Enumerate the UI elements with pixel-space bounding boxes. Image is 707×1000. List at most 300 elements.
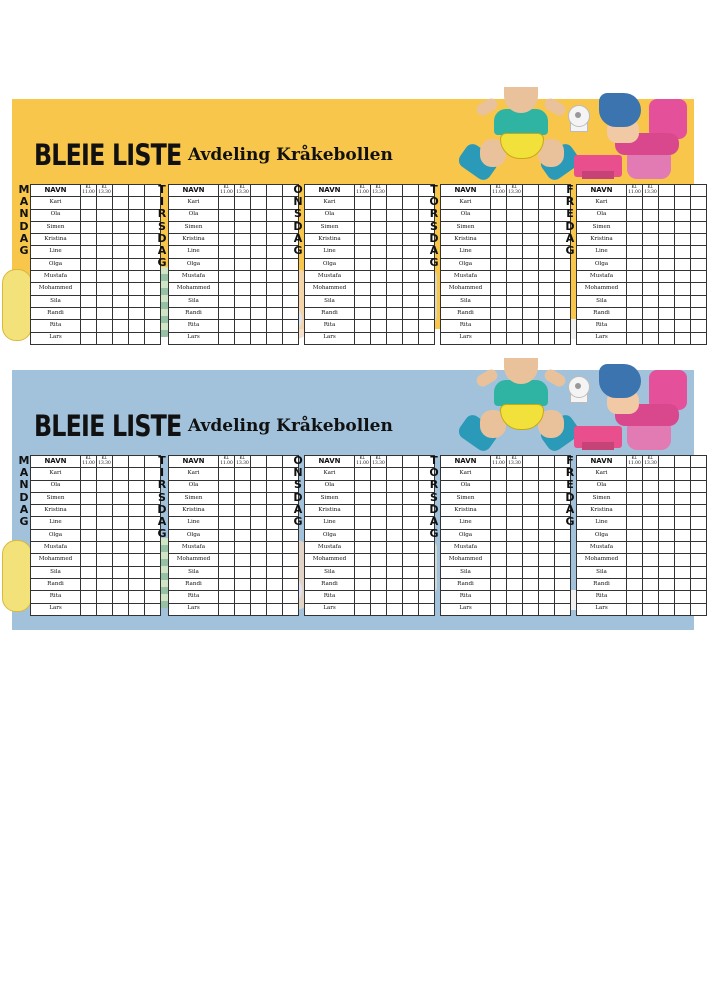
check-cell[interactable] xyxy=(691,258,707,270)
check-cell[interactable] xyxy=(219,307,235,319)
check-cell[interactable] xyxy=(371,468,387,480)
check-cell[interactable] xyxy=(403,492,419,504)
check-cell[interactable] xyxy=(523,480,539,492)
check-cell[interactable] xyxy=(403,554,419,566)
check-cell[interactable] xyxy=(555,283,571,295)
check-cell[interactable] xyxy=(491,332,507,344)
check-cell[interactable] xyxy=(555,332,571,344)
check-cell[interactable] xyxy=(691,332,707,344)
check-cell[interactable] xyxy=(539,529,555,541)
check-cell[interactable] xyxy=(539,480,555,492)
check-cell[interactable] xyxy=(659,307,675,319)
check-cell[interactable] xyxy=(129,221,145,233)
check-cell[interactable] xyxy=(643,591,659,603)
check-cell[interactable] xyxy=(643,566,659,578)
check-cell[interactable] xyxy=(371,320,387,332)
check-cell[interactable] xyxy=(371,332,387,344)
check-cell[interactable] xyxy=(219,283,235,295)
check-cell[interactable] xyxy=(129,258,145,270)
check-cell[interactable] xyxy=(219,554,235,566)
check-cell[interactable] xyxy=(539,283,555,295)
check-cell[interactable] xyxy=(81,246,97,258)
check-cell[interactable] xyxy=(523,578,539,590)
check-cell[interactable] xyxy=(387,566,403,578)
check-cell[interactable] xyxy=(129,271,145,283)
check-cell[interactable] xyxy=(251,554,267,566)
check-cell[interactable] xyxy=(627,295,643,307)
check-cell[interactable] xyxy=(267,591,283,603)
check-cell[interactable] xyxy=(267,542,283,554)
check-cell[interactable] xyxy=(97,209,113,221)
check-cell[interactable] xyxy=(691,578,707,590)
check-cell[interactable] xyxy=(145,320,161,332)
check-cell[interactable] xyxy=(523,234,539,246)
check-cell[interactable] xyxy=(691,283,707,295)
check-cell[interactable] xyxy=(627,578,643,590)
check-cell[interactable] xyxy=(129,197,145,209)
check-cell[interactable] xyxy=(145,295,161,307)
check-cell[interactable] xyxy=(113,554,129,566)
check-cell[interactable] xyxy=(387,480,403,492)
check-cell[interactable] xyxy=(283,578,299,590)
check-cell[interactable] xyxy=(627,221,643,233)
check-cell[interactable] xyxy=(387,234,403,246)
check-cell[interactable] xyxy=(97,542,113,554)
check-cell[interactable] xyxy=(643,271,659,283)
check-cell[interactable] xyxy=(251,295,267,307)
check-cell[interactable] xyxy=(675,246,691,258)
check-cell[interactable] xyxy=(491,209,507,221)
check-cell[interactable] xyxy=(539,603,555,615)
check-cell[interactable] xyxy=(491,246,507,258)
check-cell[interactable] xyxy=(235,468,251,480)
check-cell[interactable] xyxy=(371,209,387,221)
check-cell[interactable] xyxy=(555,603,571,615)
check-cell[interactable] xyxy=(371,221,387,233)
check-cell[interactable] xyxy=(403,271,419,283)
check-cell[interactable] xyxy=(113,283,129,295)
check-cell[interactable] xyxy=(251,258,267,270)
check-cell[interactable] xyxy=(691,221,707,233)
check-cell[interactable] xyxy=(627,591,643,603)
check-cell[interactable] xyxy=(235,307,251,319)
check-cell[interactable] xyxy=(81,529,97,541)
check-cell[interactable] xyxy=(267,529,283,541)
check-cell[interactable] xyxy=(403,542,419,554)
check-cell[interactable] xyxy=(235,221,251,233)
check-cell[interactable] xyxy=(355,468,371,480)
check-cell[interactable] xyxy=(113,320,129,332)
check-cell[interactable] xyxy=(145,578,161,590)
check-cell[interactable] xyxy=(371,554,387,566)
check-cell[interactable] xyxy=(419,320,435,332)
check-cell[interactable] xyxy=(691,307,707,319)
check-cell[interactable] xyxy=(251,468,267,480)
check-cell[interactable] xyxy=(235,517,251,529)
check-cell[interactable] xyxy=(355,529,371,541)
check-cell[interactable] xyxy=(491,221,507,233)
check-cell[interactable] xyxy=(355,517,371,529)
check-cell[interactable] xyxy=(113,209,129,221)
check-cell[interactable] xyxy=(675,554,691,566)
check-cell[interactable] xyxy=(627,246,643,258)
check-cell[interactable] xyxy=(507,234,523,246)
check-cell[interactable] xyxy=(539,234,555,246)
check-cell[interactable] xyxy=(219,246,235,258)
check-cell[interactable] xyxy=(491,480,507,492)
check-cell[interactable] xyxy=(643,320,659,332)
check-cell[interactable] xyxy=(355,209,371,221)
check-cell[interactable] xyxy=(523,603,539,615)
check-cell[interactable] xyxy=(643,246,659,258)
check-cell[interactable] xyxy=(419,271,435,283)
check-cell[interactable] xyxy=(675,283,691,295)
check-cell[interactable] xyxy=(403,603,419,615)
check-cell[interactable] xyxy=(507,209,523,221)
check-cell[interactable] xyxy=(659,246,675,258)
check-cell[interactable] xyxy=(219,295,235,307)
check-cell[interactable] xyxy=(113,542,129,554)
check-cell[interactable] xyxy=(659,332,675,344)
check-cell[interactable] xyxy=(267,578,283,590)
check-cell[interactable] xyxy=(235,197,251,209)
check-cell[interactable] xyxy=(659,221,675,233)
check-cell[interactable] xyxy=(523,197,539,209)
check-cell[interactable] xyxy=(643,283,659,295)
check-cell[interactable] xyxy=(97,307,113,319)
check-cell[interactable] xyxy=(523,246,539,258)
check-cell[interactable] xyxy=(627,320,643,332)
check-cell[interactable] xyxy=(267,295,283,307)
check-cell[interactable] xyxy=(371,480,387,492)
check-cell[interactable] xyxy=(643,209,659,221)
check-cell[interactable] xyxy=(387,529,403,541)
check-cell[interactable] xyxy=(251,492,267,504)
check-cell[interactable] xyxy=(81,234,97,246)
check-cell[interactable] xyxy=(235,480,251,492)
check-cell[interactable] xyxy=(627,480,643,492)
check-cell[interactable] xyxy=(219,209,235,221)
check-cell[interactable] xyxy=(691,603,707,615)
check-cell[interactable] xyxy=(251,209,267,221)
check-cell[interactable] xyxy=(419,542,435,554)
check-cell[interactable] xyxy=(97,505,113,517)
check-cell[interactable] xyxy=(97,566,113,578)
check-cell[interactable] xyxy=(355,283,371,295)
check-cell[interactable] xyxy=(267,517,283,529)
check-cell[interactable] xyxy=(145,603,161,615)
check-cell[interactable] xyxy=(283,307,299,319)
check-cell[interactable] xyxy=(251,271,267,283)
check-cell[interactable] xyxy=(675,480,691,492)
check-cell[interactable] xyxy=(491,468,507,480)
check-cell[interactable] xyxy=(81,271,97,283)
check-cell[interactable] xyxy=(659,271,675,283)
check-cell[interactable] xyxy=(387,554,403,566)
check-cell[interactable] xyxy=(675,234,691,246)
check-cell[interactable] xyxy=(691,591,707,603)
check-cell[interactable] xyxy=(251,197,267,209)
check-cell[interactable] xyxy=(355,271,371,283)
check-cell[interactable] xyxy=(219,258,235,270)
check-cell[interactable] xyxy=(113,307,129,319)
check-cell[interactable] xyxy=(355,234,371,246)
check-cell[interactable] xyxy=(283,603,299,615)
check-cell[interactable] xyxy=(371,603,387,615)
check-cell[interactable] xyxy=(251,246,267,258)
check-cell[interactable] xyxy=(145,566,161,578)
check-cell[interactable] xyxy=(387,542,403,554)
check-cell[interactable] xyxy=(659,554,675,566)
check-cell[interactable] xyxy=(403,505,419,517)
check-cell[interactable] xyxy=(371,529,387,541)
check-cell[interactable] xyxy=(507,307,523,319)
check-cell[interactable] xyxy=(371,258,387,270)
check-cell[interactable] xyxy=(97,529,113,541)
check-cell[interactable] xyxy=(627,332,643,344)
check-cell[interactable] xyxy=(643,295,659,307)
check-cell[interactable] xyxy=(81,480,97,492)
check-cell[interactable] xyxy=(507,221,523,233)
check-cell[interactable] xyxy=(267,603,283,615)
check-cell[interactable] xyxy=(659,197,675,209)
check-cell[interactable] xyxy=(675,307,691,319)
check-cell[interactable] xyxy=(507,258,523,270)
check-cell[interactable] xyxy=(539,332,555,344)
check-cell[interactable] xyxy=(267,246,283,258)
check-cell[interactable] xyxy=(507,271,523,283)
check-cell[interactable] xyxy=(691,492,707,504)
check-cell[interactable] xyxy=(81,197,97,209)
check-cell[interactable] xyxy=(251,566,267,578)
check-cell[interactable] xyxy=(267,258,283,270)
check-cell[interactable] xyxy=(643,492,659,504)
check-cell[interactable] xyxy=(643,221,659,233)
check-cell[interactable] xyxy=(81,307,97,319)
check-cell[interactable] xyxy=(523,542,539,554)
check-cell[interactable] xyxy=(97,246,113,258)
check-cell[interactable] xyxy=(403,221,419,233)
check-cell[interactable] xyxy=(97,332,113,344)
check-cell[interactable] xyxy=(523,468,539,480)
check-cell[interactable] xyxy=(113,468,129,480)
check-cell[interactable] xyxy=(371,307,387,319)
check-cell[interactable] xyxy=(675,492,691,504)
check-cell[interactable] xyxy=(355,492,371,504)
check-cell[interactable] xyxy=(643,197,659,209)
check-cell[interactable] xyxy=(507,529,523,541)
check-cell[interactable] xyxy=(235,295,251,307)
check-cell[interactable] xyxy=(145,307,161,319)
check-cell[interactable] xyxy=(387,197,403,209)
check-cell[interactable] xyxy=(355,258,371,270)
check-cell[interactable] xyxy=(81,283,97,295)
check-cell[interactable] xyxy=(419,295,435,307)
check-cell[interactable] xyxy=(129,566,145,578)
check-cell[interactable] xyxy=(81,258,97,270)
check-cell[interactable] xyxy=(371,283,387,295)
check-cell[interactable] xyxy=(627,542,643,554)
check-cell[interactable] xyxy=(371,271,387,283)
check-cell[interactable] xyxy=(355,578,371,590)
check-cell[interactable] xyxy=(555,566,571,578)
check-cell[interactable] xyxy=(219,480,235,492)
check-cell[interactable] xyxy=(251,480,267,492)
check-cell[interactable] xyxy=(419,566,435,578)
check-cell[interactable] xyxy=(507,197,523,209)
check-cell[interactable] xyxy=(235,320,251,332)
check-cell[interactable] xyxy=(97,320,113,332)
check-cell[interactable] xyxy=(267,554,283,566)
check-cell[interactable] xyxy=(219,566,235,578)
check-cell[interactable] xyxy=(491,283,507,295)
check-cell[interactable] xyxy=(251,332,267,344)
check-cell[interactable] xyxy=(403,480,419,492)
check-cell[interactable] xyxy=(403,197,419,209)
check-cell[interactable] xyxy=(691,320,707,332)
check-cell[interactable] xyxy=(251,283,267,295)
check-cell[interactable] xyxy=(219,332,235,344)
check-cell[interactable] xyxy=(145,554,161,566)
check-cell[interactable] xyxy=(691,295,707,307)
check-cell[interactable] xyxy=(113,591,129,603)
check-cell[interactable] xyxy=(539,578,555,590)
check-cell[interactable] xyxy=(129,295,145,307)
check-cell[interactable] xyxy=(555,554,571,566)
check-cell[interactable] xyxy=(419,283,435,295)
check-cell[interactable] xyxy=(283,332,299,344)
check-cell[interactable] xyxy=(507,492,523,504)
check-cell[interactable] xyxy=(691,234,707,246)
check-cell[interactable] xyxy=(129,332,145,344)
check-cell[interactable] xyxy=(355,554,371,566)
check-cell[interactable] xyxy=(113,234,129,246)
check-cell[interactable] xyxy=(403,468,419,480)
check-cell[interactable] xyxy=(643,468,659,480)
check-cell[interactable] xyxy=(267,271,283,283)
check-cell[interactable] xyxy=(113,246,129,258)
check-cell[interactable] xyxy=(283,542,299,554)
check-cell[interactable] xyxy=(251,505,267,517)
check-cell[interactable] xyxy=(491,295,507,307)
check-cell[interactable] xyxy=(235,566,251,578)
check-cell[interactable] xyxy=(235,505,251,517)
check-cell[interactable] xyxy=(113,271,129,283)
check-cell[interactable] xyxy=(675,258,691,270)
check-cell[interactable] xyxy=(251,234,267,246)
check-cell[interactable] xyxy=(507,468,523,480)
check-cell[interactable] xyxy=(267,480,283,492)
check-cell[interactable] xyxy=(129,603,145,615)
check-cell[interactable] xyxy=(539,554,555,566)
check-cell[interactable] xyxy=(267,468,283,480)
check-cell[interactable] xyxy=(355,320,371,332)
check-cell[interactable] xyxy=(219,517,235,529)
check-cell[interactable] xyxy=(235,578,251,590)
check-cell[interactable] xyxy=(491,271,507,283)
check-cell[interactable] xyxy=(113,197,129,209)
check-cell[interactable] xyxy=(675,295,691,307)
check-cell[interactable] xyxy=(267,197,283,209)
check-cell[interactable] xyxy=(691,480,707,492)
check-cell[interactable] xyxy=(627,505,643,517)
check-cell[interactable] xyxy=(371,505,387,517)
check-cell[interactable] xyxy=(97,283,113,295)
check-cell[interactable] xyxy=(691,468,707,480)
check-cell[interactable] xyxy=(97,271,113,283)
check-cell[interactable] xyxy=(387,505,403,517)
check-cell[interactable] xyxy=(267,505,283,517)
check-cell[interactable] xyxy=(659,480,675,492)
check-cell[interactable] xyxy=(403,578,419,590)
check-cell[interactable] xyxy=(283,591,299,603)
check-cell[interactable] xyxy=(491,529,507,541)
check-cell[interactable] xyxy=(129,591,145,603)
check-cell[interactable] xyxy=(403,320,419,332)
check-cell[interactable] xyxy=(523,295,539,307)
check-cell[interactable] xyxy=(507,480,523,492)
check-cell[interactable] xyxy=(81,332,97,344)
check-cell[interactable] xyxy=(283,529,299,541)
check-cell[interactable] xyxy=(491,542,507,554)
check-cell[interactable] xyxy=(355,603,371,615)
check-cell[interactable] xyxy=(355,566,371,578)
check-cell[interactable] xyxy=(419,554,435,566)
check-cell[interactable] xyxy=(235,554,251,566)
check-cell[interactable] xyxy=(283,295,299,307)
check-cell[interactable] xyxy=(507,320,523,332)
check-cell[interactable] xyxy=(129,234,145,246)
check-cell[interactable] xyxy=(97,221,113,233)
check-cell[interactable] xyxy=(643,578,659,590)
check-cell[interactable] xyxy=(555,529,571,541)
check-cell[interactable] xyxy=(419,591,435,603)
check-cell[interactable] xyxy=(659,603,675,615)
check-cell[interactable] xyxy=(691,209,707,221)
check-cell[interactable] xyxy=(539,320,555,332)
check-cell[interactable] xyxy=(251,603,267,615)
check-cell[interactable] xyxy=(97,234,113,246)
check-cell[interactable] xyxy=(539,542,555,554)
check-cell[interactable] xyxy=(97,197,113,209)
check-cell[interactable] xyxy=(539,307,555,319)
check-cell[interactable] xyxy=(675,468,691,480)
check-cell[interactable] xyxy=(403,332,419,344)
check-cell[interactable] xyxy=(659,591,675,603)
check-cell[interactable] xyxy=(419,578,435,590)
check-cell[interactable] xyxy=(403,209,419,221)
check-cell[interactable] xyxy=(387,603,403,615)
check-cell[interactable] xyxy=(691,246,707,258)
check-cell[interactable] xyxy=(387,209,403,221)
check-cell[interactable] xyxy=(355,295,371,307)
check-cell[interactable] xyxy=(267,332,283,344)
check-cell[interactable] xyxy=(643,505,659,517)
check-cell[interactable] xyxy=(539,505,555,517)
check-cell[interactable] xyxy=(539,271,555,283)
check-cell[interactable] xyxy=(235,283,251,295)
check-cell[interactable] xyxy=(219,221,235,233)
check-cell[interactable] xyxy=(691,566,707,578)
check-cell[interactable] xyxy=(81,209,97,221)
check-cell[interactable] xyxy=(691,529,707,541)
check-cell[interactable] xyxy=(403,566,419,578)
check-cell[interactable] xyxy=(643,542,659,554)
check-cell[interactable] xyxy=(371,246,387,258)
check-cell[interactable] xyxy=(675,271,691,283)
check-cell[interactable] xyxy=(539,566,555,578)
check-cell[interactable] xyxy=(387,258,403,270)
